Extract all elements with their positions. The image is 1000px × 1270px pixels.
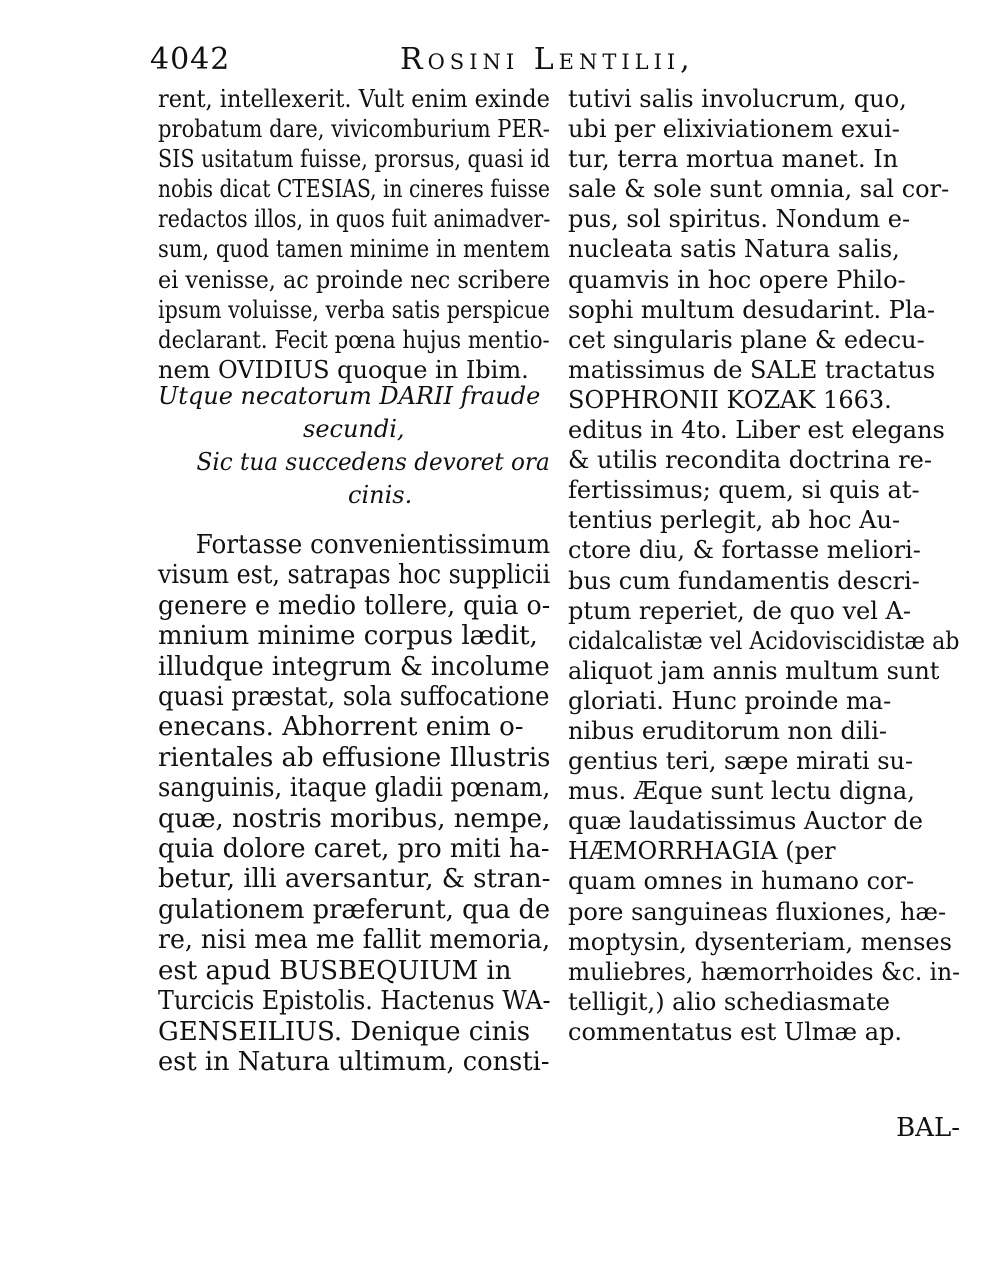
running-head: Rosini Lentilii, — [400, 42, 695, 77]
text-line: tutivi salis involucrum, quo, — [568, 85, 907, 113]
text-line: sophi multum desudarint. Pla- — [568, 295, 936, 324]
page-header — [150, 42, 960, 88]
text-line: cidalcalistæ vel Acidoviscidistæ ab — [568, 626, 960, 655]
left-column-para1 — [158, 84, 550, 385]
text-line: matissimus de SALE tractatus — [568, 355, 936, 384]
text-line: quasi præstat, sola suffocatione — [158, 682, 550, 713]
text-line: pus, sol spiritus. Nondum e- — [568, 205, 911, 234]
text-line: Turcicis Epistolis. Hactenus WA- — [158, 986, 551, 1017]
page-number: 4042 — [150, 42, 231, 77]
text-line: gentius teri, sæpe mirati su- — [568, 747, 914, 776]
text-line: gulationem præferunt, qua de — [158, 894, 551, 925]
text-line: visum est, satrapas hoc supplicii — [158, 560, 551, 591]
text-line: ipsum voluisse, verba satis perspicue — [158, 295, 550, 324]
text-line: Fortasse convenientissimum — [195, 530, 551, 560]
text-line: sum, quod tamen minime in mentem — [158, 235, 551, 264]
text-line: muliebres, hæmorrhoides &c. in- — [568, 957, 961, 986]
text-line: declarant. Fecit pœna hujus mentio- — [158, 325, 550, 354]
text-line: nobis dicat CTESIAS, in cineres fuisse — [158, 175, 550, 204]
right-column — [568, 84, 960, 1047]
text-line: ubi per elixiviationem exui- — [568, 115, 900, 144]
text-line: moptysin, dysenteriam, menses — [568, 927, 952, 956]
text-line: quia dolore caret, pro miti ha- — [158, 834, 550, 865]
text-line: nibus eruditorum non dili- — [568, 716, 887, 745]
text-line: est apud BUSBEQUIUM in — [158, 955, 512, 986]
text-line: quamvis in hoc opere Philo- — [568, 265, 906, 294]
text-line: aliquot jam annis multum sunt — [568, 656, 940, 685]
verse-quotation — [158, 380, 550, 512]
text-line: tentius perlegit, ab hoc Au- — [568, 506, 901, 535]
text-line: editus in 4to. Liber est elegans — [568, 416, 945, 445]
text-line: bus cum fundamentis descri- — [568, 566, 920, 595]
text-line: genere e medio tollere, quia o- — [158, 590, 551, 621]
text-line: est in Natura ultimum, consti- — [158, 1046, 550, 1077]
text-line: SOPHRONII KOZAK 1663. — [568, 385, 892, 414]
text-line: commentatus est Ulmæ ap. — [568, 1017, 903, 1046]
text-line: SIS usitatum fuisse, prorsus, quasi id — [158, 145, 551, 174]
text-line: fertissimus; quem, si quis at- — [568, 476, 920, 505]
text-line: HÆMORRHAGIA (per — [568, 837, 836, 866]
verse-line: Utque necatorum DARII fraude — [158, 382, 541, 410]
catchword: BAL- — [896, 1113, 960, 1143]
text-line: re, nisi mea me fallit memoria, — [158, 925, 551, 956]
verse-line: cinis. — [348, 481, 413, 509]
text-line: ctore diu, & fortasse meliori- — [568, 536, 921, 565]
text-line: quæ, nostris moribus, nempe, — [158, 803, 551, 834]
verse-line: Sic tua succedens devoret ora — [196, 448, 550, 476]
text-line: nucleata satis Natura salis, — [568, 235, 900, 264]
text-line: sanguinis, itaque gladii pœnam, — [158, 773, 551, 804]
text-line: quæ laudatissimus Auctor de — [568, 807, 923, 836]
text-line: nem OVIDIUS quoque in Ibim. — [158, 355, 529, 384]
text-line: telligit,) alio schediasmate — [568, 987, 890, 1016]
text-line: pore sanguineas fluxiones, hæ- — [568, 897, 947, 926]
text-line: sale & sole sunt omnia, sal cor- — [568, 175, 950, 204]
text-line: gloriati. Hunc proinde ma- — [568, 686, 892, 715]
text-line: & utilis recondita doctrina re- — [568, 446, 932, 475]
text-line: mnium minime corpus lædit, — [158, 621, 538, 652]
text-line: ptum reperiet, de quo vel A- — [568, 596, 911, 625]
text-line: rientales ab effusione Illustris — [158, 742, 551, 773]
text-line: rent, intellexerit. Vult enim exinde — [158, 85, 550, 113]
text-line: enecans. Abhorrent enim o- — [158, 712, 524, 743]
text-line: GENSEILIUS. Denique cinis — [158, 1016, 531, 1047]
text-line: cet singularis plane & edecu- — [568, 325, 925, 354]
verse-line: secundi, — [303, 415, 405, 443]
text-line: betur, illi aversantur, & stran- — [158, 864, 551, 895]
text-line: redactos illos, in quos fuit animadver- — [158, 205, 551, 234]
text-line: mus. Æque sunt lectu digna, — [568, 777, 915, 806]
text-line: probatum dare, vivicomburium PER- — [158, 115, 550, 144]
text-line: tur, terra mortua manet. In — [568, 145, 899, 174]
left-column-para2 — [158, 530, 550, 1077]
text-line: ei venisse, ac proinde nec scribere — [158, 265, 551, 294]
text-line: illudque integrum & incolume — [158, 651, 550, 682]
text-line: quam omnes in humano cor- — [568, 867, 915, 896]
